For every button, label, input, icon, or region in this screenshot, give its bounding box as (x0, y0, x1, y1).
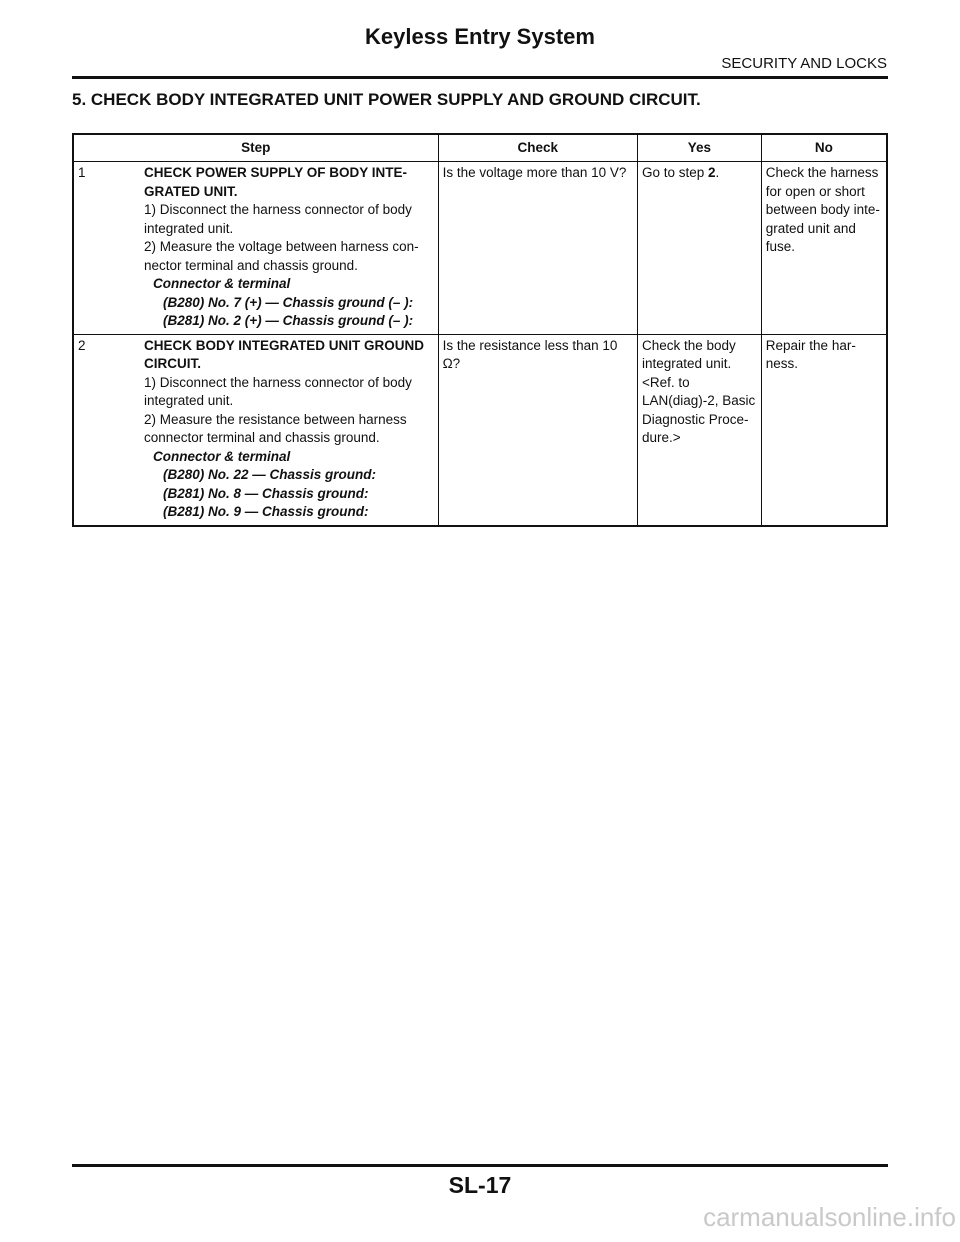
step-title: GRATED UNIT. (144, 183, 238, 199)
no-text: fuse. (765, 239, 796, 254)
check-cell (438, 162, 637, 335)
header-divider (72, 76, 888, 79)
yes-text: Diagnostic Proce- (641, 411, 749, 427)
connector-label: Connector & terminal (153, 276, 291, 291)
no-text: Repair the har- (765, 337, 856, 353)
instruction-line: integrated unit. (144, 393, 234, 408)
table-row (73, 334, 887, 526)
watermark: carmanualsonline.info (703, 1202, 956, 1232)
yes-text: LAN(diag)-2, Basic (641, 393, 756, 408)
instruction-line: 2) Measure the voltage between harness con- (144, 239, 419, 254)
instruction-line: 2) Measure the resistance between harness (144, 411, 407, 427)
check-text: Is the resistance less than 10 (442, 337, 618, 353)
instruction-line: 1) Disconnect the harness connector of body (144, 374, 412, 390)
yes-text: Check the body (641, 337, 736, 353)
instruction-line: nector terminal and chassis ground. (144, 257, 358, 273)
no-cell (761, 334, 887, 526)
connector-spec: (B280) No. 22 — Chassis ground: (163, 467, 377, 482)
procedure-heading: 5. CHECK BODY INTEGRATED UNIT POWER SUPPLY AND GROUND CIRCUIT. (72, 90, 701, 109)
column-header-check: Check (438, 134, 637, 162)
page-title: Keyless Entry System (365, 24, 595, 49)
no-text: for open or short (765, 183, 865, 199)
yes-text: <Ref. to (641, 374, 690, 390)
connector-label: Connector & terminal (153, 448, 291, 464)
no-text: ness. (765, 356, 799, 371)
step-title: CHECK POWER SUPPLY OF BODY INTE- (144, 165, 408, 180)
instruction-line: connector terminal and chassis ground. (144, 430, 380, 445)
yes-text: dure.> (641, 430, 681, 445)
no-cell (761, 162, 887, 335)
no-text: between body inte- (765, 202, 880, 217)
yes-text: . (715, 165, 720, 180)
check-text: Ω? (442, 356, 461, 371)
section-label: SECURITY AND LOCKS (721, 55, 887, 72)
step-title: CHECK BODY INTEGRATED UNIT GROUND (144, 337, 425, 353)
step-reference: 2 (708, 165, 716, 180)
no-text: grated unit and (765, 220, 856, 236)
column-header-step: Step (73, 134, 438, 162)
no-text: Check the harness (765, 165, 879, 180)
table-header-row (73, 134, 887, 162)
step-number: 2 (78, 337, 86, 353)
column-header-yes: Yes (637, 134, 761, 162)
page-number: SL-17 (448, 1172, 512, 1198)
connector-spec: (B281) No. 2 (+) — Chassis ground (– ): (163, 313, 414, 328)
step-number: 1 (78, 165, 86, 180)
yes-text: integrated unit. (641, 356, 732, 371)
yes-cell (637, 334, 761, 526)
connector-spec: (B281) No. 8 — Chassis ground: (163, 485, 369, 501)
step-cell (73, 334, 438, 526)
check-text: Is the voltage more than 10 V? (442, 165, 627, 180)
check-cell (438, 334, 637, 526)
yes-text: Go to step (641, 165, 709, 180)
diagnostic-table (72, 133, 888, 527)
table-row (73, 162, 887, 335)
yes-cell (637, 162, 761, 335)
step-cell (73, 162, 438, 335)
instruction-line: 1) Disconnect the harness connector of body (144, 202, 412, 217)
step-title: CIRCUIT. (144, 356, 201, 371)
footer-divider (72, 1164, 888, 1167)
connector-spec: (B281) No. 9 — Chassis ground: (163, 504, 369, 519)
connector-spec: (B280) No. 7 (+) — Chassis ground (– ): (163, 294, 414, 310)
column-header-no: No (761, 134, 887, 162)
instruction-line: integrated unit. (144, 220, 234, 236)
